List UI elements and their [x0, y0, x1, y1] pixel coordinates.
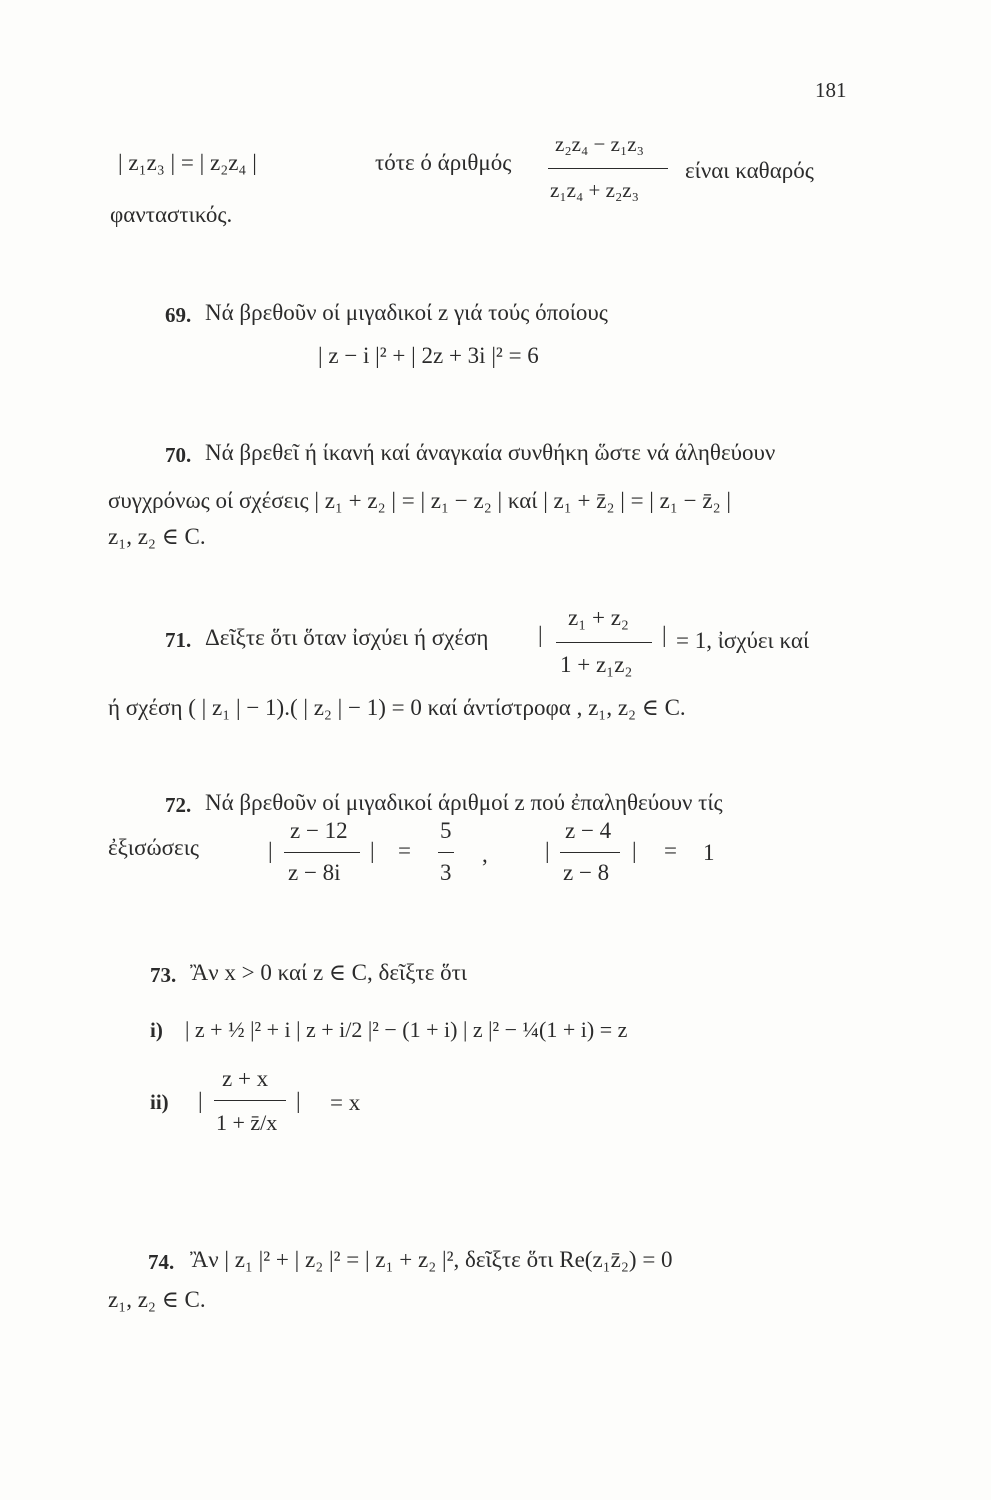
exercise-74-number: 74.	[148, 1250, 175, 1274]
exercise-72-eq1-numerator: 5	[440, 818, 452, 843]
continuation-line2: φανταστικός.	[110, 202, 233, 227]
exercise-72-label: ἐξισώσεις	[108, 835, 199, 860]
fraction-bar	[214, 1100, 286, 1101]
exercise-74-line2: z₁, z₂ ∈ C.	[108, 1287, 206, 1312]
exercise-73-text: Ἂν x > 0 καί z ∈ C, δεῖξτε ὅτι	[190, 960, 468, 985]
fraction-bar	[438, 852, 454, 853]
exercise-70-line3: z₁, z₂ ∈ C.	[108, 524, 206, 549]
continuation-condition: | z₁z₃ | = | z₂z₄ |	[118, 150, 257, 175]
exercise-74-text: Ἂν | z₁ |² + | z₂ |² = | z₁ + z₂ |², δεῖξτε ὅτι Re(z₁z̄₂) = 0	[190, 1247, 673, 1272]
exercise-72-f2-denominator: z − 8	[563, 860, 610, 885]
exercise-71-fraction-numerator: z₁ + z₂	[568, 605, 629, 630]
continuation-fraction-denominator: z₁z₄ + z₂z₃	[550, 178, 639, 202]
abs-bar-right: |	[370, 838, 375, 863]
exercise-70-number: 70.	[165, 443, 192, 467]
page-number: 181	[815, 78, 847, 102]
exercise-69-equation: | z − i |² + | 2z + 3i |² = 6	[318, 343, 539, 368]
comma: ,	[482, 842, 488, 867]
continuation-fraction-numerator: z₂z₄ − z₁z₃	[555, 132, 644, 156]
fraction-bar	[556, 642, 652, 643]
abs-bar-left: |	[198, 1088, 203, 1113]
exercise-73-ii-numerator: z + x	[222, 1066, 269, 1091]
exercise-72-f2-numerator: z − 4	[565, 818, 612, 843]
fraction-bar	[560, 852, 620, 853]
abs-bar-left: |	[545, 838, 550, 863]
abs-bar-right: |	[632, 838, 637, 863]
exercise-71-line2: ή σχέση ( | z₁ | − 1).( | z₂ | − 1) = 0 καί άντίστροφα , z₁, z₂ ∈ C.	[108, 695, 686, 720]
exercise-71-text-after: = 1, ἰσχύει καί	[676, 628, 810, 653]
abs-bar-right: |	[662, 622, 667, 647]
exercise-73-i-expression: | z + ½ |² + i | z + i/2 |² − (1 + i) | z |² − ¼(1 + i) = z	[185, 1017, 628, 1042]
abs-bar-left: |	[268, 838, 273, 863]
exercise-72-eq2-rhs: 1	[703, 840, 715, 865]
exercise-71-fraction-denominator: 1 + z₁z₂	[560, 652, 633, 677]
exercise-73-ii-rhs: = x	[330, 1090, 361, 1115]
fraction-bar	[548, 168, 668, 169]
abs-bar-left: |	[538, 622, 543, 647]
exercise-72-f1-numerator: z − 12	[290, 818, 348, 843]
exercise-69-text: Νά βρεθοῦν οί μιγαδικοί z γιά τούς όποίους	[205, 300, 608, 325]
exercise-70-line2: συγχρόνως οί σχέσεις | z₁ + z₂ | = | z₁ − z₂ | καί | z₁ + z̄₂ | = | z₁ − z̄₂ |	[108, 488, 731, 513]
exercise-73-ii-denominator: 1 + z̄/x	[216, 1110, 278, 1135]
equals-sign: =	[664, 838, 677, 863]
continuation-text: τότε ό άριθμός	[375, 150, 512, 175]
exercise-71-number: 71.	[165, 628, 192, 652]
exercise-72-eq1-denominator: 3	[440, 860, 452, 885]
exercise-72-f1-denominator: z − 8i	[288, 860, 341, 885]
fraction-bar	[284, 852, 360, 853]
exercise-73-ii-label: ii)	[150, 1090, 169, 1114]
continuation-text-right: είναι καθαρός	[685, 158, 814, 183]
exercise-69-number: 69.	[165, 303, 192, 327]
exercise-72-line1: Νά βρεθοῦν οί μιγαδικοί άριθμοί z πού ἐπαληθεύουν τίς	[205, 790, 723, 815]
abs-bar-right: |	[296, 1088, 301, 1113]
exercise-73-i-label: i)	[150, 1018, 163, 1042]
exercise-73-number: 73.	[150, 963, 177, 987]
exercise-70-line1: Νά βρεθεῖ ή ίκανή καί άναγκαία συνθήκη ὥστε νά άληθεύουν	[205, 440, 776, 465]
exercise-72-number: 72.	[165, 793, 192, 817]
equals-sign: =	[398, 838, 411, 863]
exercise-71-text-before: Δεῖξτε ὅτι ὅταν ἰσχύει ή σχέση	[205, 625, 489, 650]
